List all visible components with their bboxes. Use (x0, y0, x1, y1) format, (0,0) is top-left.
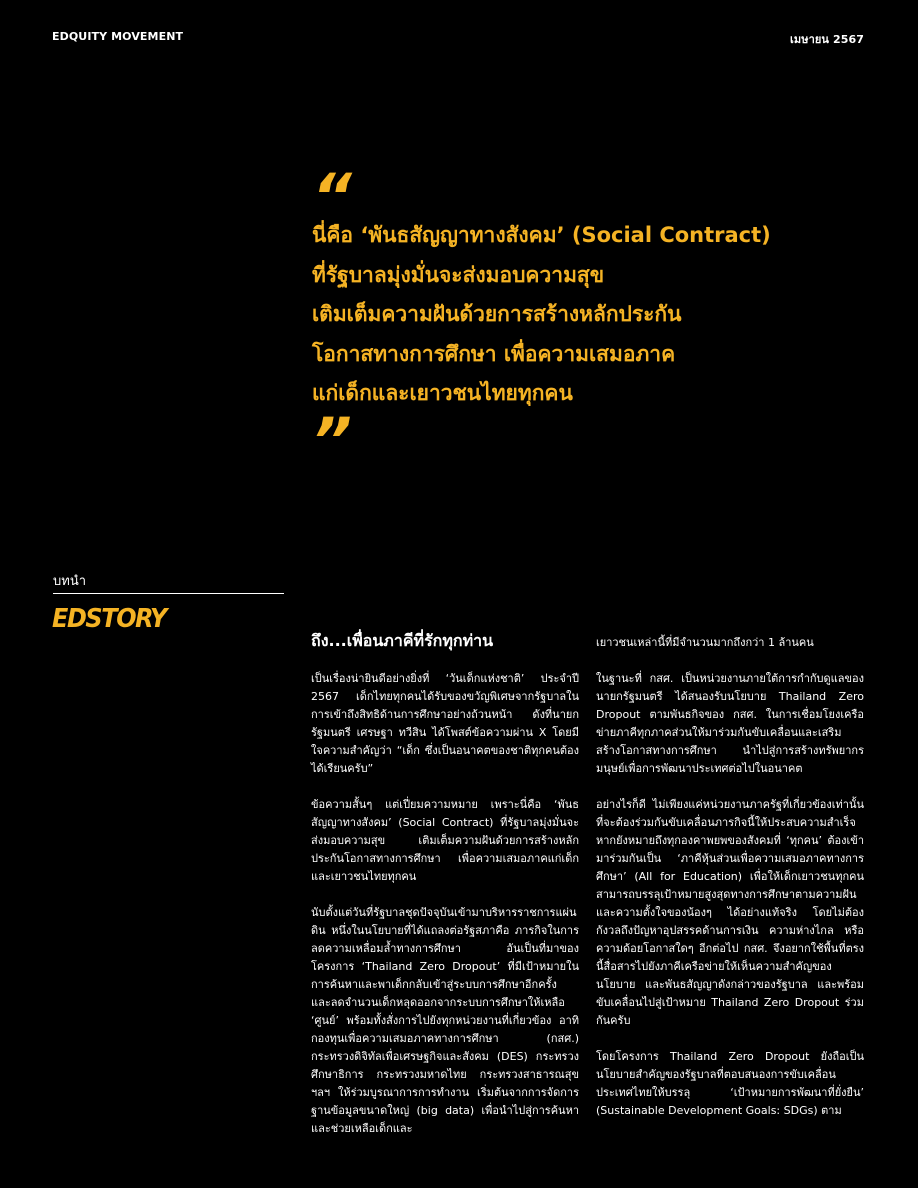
section-divider (53, 593, 284, 594)
article-paragraph: ในฐานะที่ กสศ. เป็นหน่วยงานภายใต้การกำกับดูแลของนายกรัฐมนตรี ได้สนองรับนโยบาย Thailand Zero Dropout ตามพันธกิจของ กสศ. ในการเชื่อมโยงเครือข่ายภาคีทุกภาคส่วนให้มาร่วมกันขับเคลื่อนและเสริมสร้างโอกาสทางการศึกษา นำไปสู่การสร้างทรัพยากรมนุษย์เพื่อการพัฒนาประเทศต่อไปในอนาคต (596, 672, 864, 775)
pull-quote-line: โอกาสทางการศึกษา เพื่อความเสมอภาค (312, 341, 676, 366)
article-paragraph: อย่างไรก็ดี ไม่เพียงแค่หน่วยงานภาครัฐที่เกี่ยวข้องเท่านั้นที่จะต้องร่วมกันขับเคลื่อนภารกิจนี้ให้ประสบความสำเร็จ หากยังหมายถึงทุกองคาพยพของสังคมที่ ‘ทุกคน’ ต้องเข้ามาร่วมกันเป็น ‘ภาคีหุ้นส่วนเพื่อความเสมอภาคทางการศึกษา’ (All for Education) เพื่อให้เด็กเยาวชนทุกคนสามารถบรรลุเป้าหมายสูงสุดทางการศึกษาตามความฝันและความตั้งใจของน้องๆ ได้อย่างแท้จริง โดยไม่ต้องกังวลถึงปัญหาอุปสรรคด้านการเงิน ความห่างไกล หรือความด้อยโอกาสใดๆ อีกต่อไป กสศ. จึงอยากใช้พื้นที่ตรงนี้สื่อสารไปยังภาคีเครือข่ายให้เห็นความสำคัญของนโยบาย และพันธสัญญาดังกล่าวของรัฐบาล และพร้อมขับเคลื่อนไปสู่เป้าหมาย Thailand Zero Dropout ร่วมกันครับ (596, 798, 864, 1027)
article-paragraph: โดยโครงการ Thailand Zero Dropout ยังถือเป็นนโยบายสำคัญของรัฐบาลที่ตอบสนองการขับเคลื่อนประเทศไทยให้บรรลุ ‘เป้าหมายการพัฒนาที่ยั่งยืน’ (Sustainable Development Goals: SDGs) ตาม (596, 1050, 864, 1117)
pull-quote-line: นี่คือ ‘พันธสัญญาทางสังคม’ (Social Contract) (312, 223, 771, 247)
article-column-left (311, 670, 579, 1156)
open-quote-icon: “ (312, 160, 348, 233)
article-paragraph: เป็นเรื่องน่ายินดีอย่างยิ่งที่ ‘วันเด็กแห่งชาติ’ ประจำปี 2567 เด็กไทยทุกคนได้รับของขวัญพิเศษจากรัฐบาลในการเข้าถึงสิทธิด้านการศึกษาอย่างถ้วนหน้า ดังที่นายกรัฐมนตรี เศรษฐา ทวีสิน ได้โพสต์ข้อความผ่าน X โดยมีใจความสำคัญว่า “เด็ก ซึ่งเป็นอนาคตของชาติทุกคนต้องได้เรียนครับ” (311, 672, 579, 775)
edstory-logo: EDSTORY (52, 604, 166, 634)
article-column-right (596, 634, 864, 1138)
pull-quote-line: เติมเต็มความฝันด้วยการสร้างหลักประกัน (312, 302, 682, 326)
section-label: บทนำ (53, 574, 87, 589)
article-title: ถึง...เพื่อนภาคีที่รักทุกท่าน (311, 631, 494, 650)
pull-quote-line: แก่เด็กและเยาวชนไทยทุกคน (312, 381, 573, 405)
article-paragraph: นับตั้งแต่วันที่รัฐบาลชุดปัจจุบันเข้ามาบริหารราชการแผ่นดิน หนึ่งในนโยบายที่ได้แถลงต่อรัฐสภาคือ ภารกิจในการลดความเหลื่อมล้ำทางการศึกษา อันเป็นที่มาของโครงการ ‘Thailand Zero Dropout’ ที่มีเป้าหมายในการค้นหาและพาเด็กกลับเข้าสู่ระบบการศึกษาอีกครั้ง และลดจำนวนเด็กหลุดออกจากระบบการศึกษาให้เหลือ ‘ศูนย์’ พร้อมทั้งสั่งการไปยังทุกหน่วยงานที่เกี่ยวข้อง อาทิ กองทุนเพื่อความเสมอภาคทางการศึกษา (กสศ.) กระทรวงดิจิทัลเพื่อเศรษฐกิจและสังคม (DES) กระทรวงศึกษาธิการ กระทรวงมหาดไทย กระทรวงสาธารณสุขฯลฯ ให้ร่วมบูรณาการการทำงาน เริ่มต้นจากการจัดการฐานข้อมูลขนาดใหญ่ (big data) เพื่อนำไปสู่การค้นหาและช่วยเหลือเด็กและ (311, 906, 579, 1135)
issue-date: เมษายน 2567 (790, 33, 864, 46)
close-quote-icon: ” (312, 404, 348, 477)
pull-quote (312, 216, 872, 414)
article-paragraph: เยาวชนเหล่านี้ที่มีจำนวนมากถึงกว่า 1 ล้านคน (596, 636, 814, 649)
publisher-name: EDQUITY MOVEMENT (52, 30, 184, 43)
article-paragraph: ข้อความสั้นๆ แต่เปี่ยมความหมาย เพราะนี่คือ ‘พันธสัญญาทางสังคม’ (Social Contract) ที่รัฐบาลมุ่งมั่นจะส่งมอบความสุข เติมเต็มความฝันด้วยการสร้างหลักประกันโอกาสทางการศึกษา เพื่อความเสมอภาคแก่เด็กและเยาวชนไทยทุกคน (311, 798, 579, 883)
pull-quote-line: ที่รัฐบาลมุ่งมั่นจะส่งมอบความสุข (312, 262, 605, 287)
